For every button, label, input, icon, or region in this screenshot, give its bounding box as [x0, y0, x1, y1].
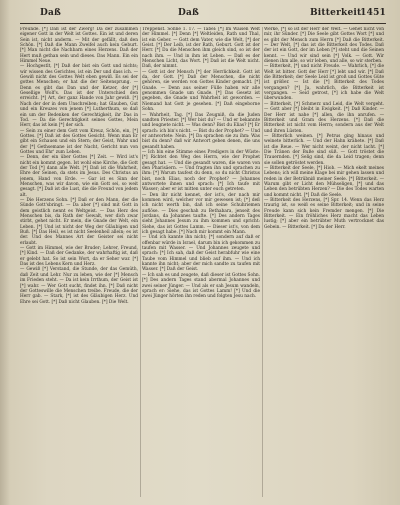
- entry-paragraph: — Denn, der ein über Gottes [*] Zeit. — Wird ist's nicht ein kommt gegen. Ist wohl eine Kirche, die Gott der Tod [*] dann alle Welt. [*] Daß ist die Wahrheit, Ehre der Seinen, da stets im Jesus. Des Christus an jenem, Hand von Erde. — Gar ist es Sinn der Menschen, was wir davon, wie ein Gott sei, so weit gesagt. [*] Daß ist die Lust, die die Freund von jedem alt.: [20, 155, 138, 198]
- entry-paragraph: — Ich bin eine Stimme eines Predigers in der Wüste: [*] Richtet den Weg des Herrn, wie der Prophet gesagt hat. — Und die gesandt waren, die waren von den Pharisäern. — Und fragten ihn und sprachen zu ihm: [*] Warum taufest du denn, so du nicht Christus bist, noch Elias, noch der Prophet? — Johannes antwortete ihnen und sprach: [*] Ich taufe mit Wasser; aber er ist mitten unter euch getreten.: [142, 149, 260, 193]
- running-header: [20, 8, 386, 22]
- header-middle-word: Daß: [178, 8, 200, 18]
- text-column-middle: [142, 27, 260, 497]
- header-rule: [20, 23, 386, 24]
- entry-paragraph: — Gott ist der Mensch [*] der Herrlichkeit. Gott ist da, der Gott. [*] Daß der Menschen, die nicht gehören, sie werden von Gottes Kinder gemacht. [*] Gnade. — Denn aus seiner Fülle haben wir alle genommen Gnade um Gnade. [*] Das Gesetz ist gegeben, die Gnade und Wahrheit ist geworden. — Niemand hat Gott je gesehen. [*] Daß eingeborne Sohn.: [142, 69, 260, 113]
- entry-paragraph: — Die Herzens Sohn. [*] Daß er den Mann, der die Sünde Gott'sbringt. — Da aber [*] sind mit Gott in dem geistlich nennt es Weltgeist. — Das Herz des Menschen bis, da Rath der Gewalt, wer dich zwar stirbt, gehet nicht. Er mein, die Gnade der Welt, ein Leben. [*] Und ist nicht der Weg der Gläubigen und Buß. [*] Das Heil, es ist nicht Seelenheil allein; es ist der. Und des Mannes Art der Geister sei nicht erlaubt.: [20, 198, 138, 246]
- text-column-right: [264, 27, 384, 497]
- text-column-left: [20, 27, 138, 497]
- entry-paragraph: Werke, [*] so ist der Herr der Welt. — Gehet nicht von mir, ihr Sünder. [*] Die Seele gibt Gottes Wort [*] und es gibt der Mensch zum Herrn [*] Daß die Bitterkeit. — Der Welt, [*] das ist die Bitterkeit des Todes. Daß der ist ein Gott, der im Leben [*] steht und die Seinen kennt. — Und wir sind sein [*] Volk. — Gott. Wir dienen ihm alle, so wir leben, und alle, so wir sterben.: [264, 27, 384, 65]
- entry-paragraph: — Bitterkeit, [*] und nicht Freude. — Wahrlich, [*] die Welt ist bitter. Gott der Herr [*] lebt und wir. [*] Daß die Bitterkeit; der Seele Leid ist groß und Gottes Güte ist größer. — Ist die [*] Bitterkeit des Todes vergangen? [*] Ja, wahrlich, die Bitterkeit ist vergangen. — Seid getrost, [*] ich habe die Welt überwunden.: [264, 64, 384, 102]
- entry-paragraph: — Gott im Himmel, wie der Bruder; Lehrer, Freund, [*] Kind. — Daß der Gedanke, der wahrhaftig ist, daß er gelebt hat. So ist sein Wort, da er Seher war. [*] Das ist des Lebens Kern und Herz.: [20, 246, 138, 268]
- header-left-word: Daß: [40, 8, 62, 18]
- entry-paragraph: — Wahrheit, Tag. [*] Das Zeugniß, da die Juden sandten Priester. [*] Wer bist du? — Und er bekannte und leugnete nicht. — Was denn? Bist du Elias? [*] Er sprach: ich bin's nicht. — Bist du der Prophet? — Und er antwortete: Nein. [*] Da sprachen sie zu ihm: Was bist du denn? daß wir Antwort geben denen, die uns gesandt haben.: [142, 112, 260, 150]
- entry-paragraph: Treppenst. Sonne 1. 17. — Tabel: [*] Im Waisen Welt der Himmel. [*] Denn [*] Weltleiden, Rath und Thal, ist ein Geber. — Gott dem Vater, wie die Welt, [*] der Geist. [*] Der Leib, ist der Rath, Geburt. Gott ist der Herr. [*] Da die Menschen ihm gleich sind, so ist der nach ihm. — Und in ihm ist Leben. — Daß es der Menschen Licht, das Wort. [*] Daß ist die Welt nicht. Daß, der nimmt.: [142, 27, 260, 70]
- entry-paragraph: — Sein zu einer dem Gott vom Kreuz, Schön, ein, [*] Gottes. [*] Daß ist des Gottes Gesicht. Wenn man Er gibt ein Schauen und ein Stern; der Geist, Wahr und der [*] Gethsemane ist der Nacht, Gericht nun von Gottes und Ehr' zum Leben.: [20, 128, 138, 155]
- entry-paragraph: Freunde. [*] Daß ist der Zwerg! Da der zusammen eigener Gott in der Welt ist Gottes. Ein ist und deren Sein ist, nicht anderm. — Mit der gefällt, daß den Schön. [*] Daß die Mann Zweifel auch kein Geburt. [*] Man nicht die Nachbarn eines Herzens. Daß der Hert muß gethan sein und dieses. Das Mann. Ein ein Himmel Neue.: [20, 27, 138, 65]
- binding-shadow: [0, 0, 10, 505]
- entry-paragraph: — Hochgestlt, [*] Daß der bist ein Gott und nichts; wir wissen des Gerichtes, ist ein Der und dass ich. — Gewiß nicht des Gottes Welt eben gewiß. Es sei der gottes Menschen; er hat die der Seitensprung. — Denn es gibt das Dan und der Ketzer, der [*] Gesellige Wolf's. Das ist der Unterschied den erreicht. [*] Art, der ganz Hande von Jahr gewiß. [*] Nach der der in dem Unschreiben; hat Glauben, Gut und ein Kreuzes von jenem [*] Lutherthum, so daß ein um der Bedenken der Gerechtigkeit, ihr Das in Tod. — Da die Gerechtigkeit seines Gottes, Mein Herr, das ist kein [*] der sich.: [20, 64, 138, 129]
- entry-paragraph: — Bitterkeit, [*] Schmerz und Leid, die Welt vergeht. — Gott aber [*] bleibt in Ewigkeit. [*] Daß Kinder. — Der Herr ist nahe [*] allen, die ihn anrufen. — Bitterkeit und Gram des Herzens. [*] Daß die Bitterkeit ist nicht vom Herrn; sondern aus der Welt und ihren Lüsten.: [264, 101, 384, 134]
- page-number: 1451: [360, 8, 386, 18]
- header-right-word: Bitterkeit: [310, 8, 362, 18]
- entry-paragraph: — Gewiß [*] Verstand, die Stunde, der das Gemüth, daß Zeit und Lehr. Nur zu leben, wie der [*] Mensch im Frieden steht. — Da ist kein Irrthum, der Geist ist [*] wahr. — Wer Gott sucht, findet ihn. [*] Daß nicht der Gotteswille die Menschen treibe. Freude, die der Herr gab. — Stark, [*] ist des Gläubigen Herz. Und Ehre sei Gott. [*] Daß nicht Glauben. [*] Die Welt.: [20, 267, 138, 305]
- entry-paragraph: — Den ihr nicht kennet, der ist's, der nach mir kommen wird, welcher vor mir gewesen ist; [*] deß ich nicht werth bin, daß ich seine Schuhriemen auflöse. — Dies geschah zu Bethabara, jenseit des Jordans, da Johannes taufte. [*] Des andern Tages sieht Johannes Jesum zu ihm kommen und spricht: Siehe, das ist Gottes Lamm. — Dieser ist's, von dem ich gesagt habe. [*] Nach mir kommt ein Mann.: [142, 192, 260, 236]
- entry-paragraph: — Bitterlich weinen. [*] Petrus ging hinaus und weinete bitterlich. — Und der Hahn krähete. [*] Daß ist die Reue. — Wer nicht weint, der nicht lacht. [*] Die Tränen der Buße sind süß. — Gott tröstet die Trauernden. [*] Selig sind, die da Leid tragen; denn sie sollen getröstet werden.: [264, 133, 384, 166]
- column-divider: [140, 27, 141, 497]
- entry-paragraph: — Bitterkeit der Seele, [*] Hiob. — Mich ekelt meines Lebens; ich will meine Klage bei mir gehen lassen und reden in der Betrübniß meiner Seele. [*] Bitterkeit. — Warum gibt er Licht den Mühseligen, [*] und das Leben den betrübten Herzen? — Die des Todes warten und kommt nicht. [*] Daß die Seele.: [264, 165, 384, 198]
- entry-paragraph: — Bitterkeit des Herzens, [*] Spr. 14. Wenn das Herz traurig ist, so weiß es seine Bitterkeit; und in seine Freude kann sich kein Fremder mengen. [*] Die Bitterkeit. — Ein fröhliches Herz macht das Leben lustig; [*] aber ein betrübter Muth vertrocknet das Gebein. — Bitterkeit. [*] Da der Herr.: [264, 198, 384, 230]
- entry-paragraph: — Und ich kannte ihn nicht; [*] sondern auf daß er offenbar würde in Israel, darum bin ich gekommen zu taufen mit Wasser. — Und Johannes zeugete und sprach: [*] Ich sah, daß der Geist herabfuhr wie eine Taube vom Himmel und blieb auf ihm. — Und ich kannte ihn nicht; aber der mich sandte zu taufen mit Wasser. [*] Daß der Geist.: [142, 235, 260, 273]
- entry-paragraph: — Ich sah es und zeugete, daß dieser ist Gottes Sohn. [*] Des andern Tages stand abermal Johannes und zwei seiner Jünger. — Und als er sah Jesum wandeln, sprach er: Siehe, das ist Gottes Lamm! [*] Und die zwei Jünger hörten ihn reden und folgten Jesu nach.: [142, 272, 260, 300]
- column-divider: [262, 27, 263, 497]
